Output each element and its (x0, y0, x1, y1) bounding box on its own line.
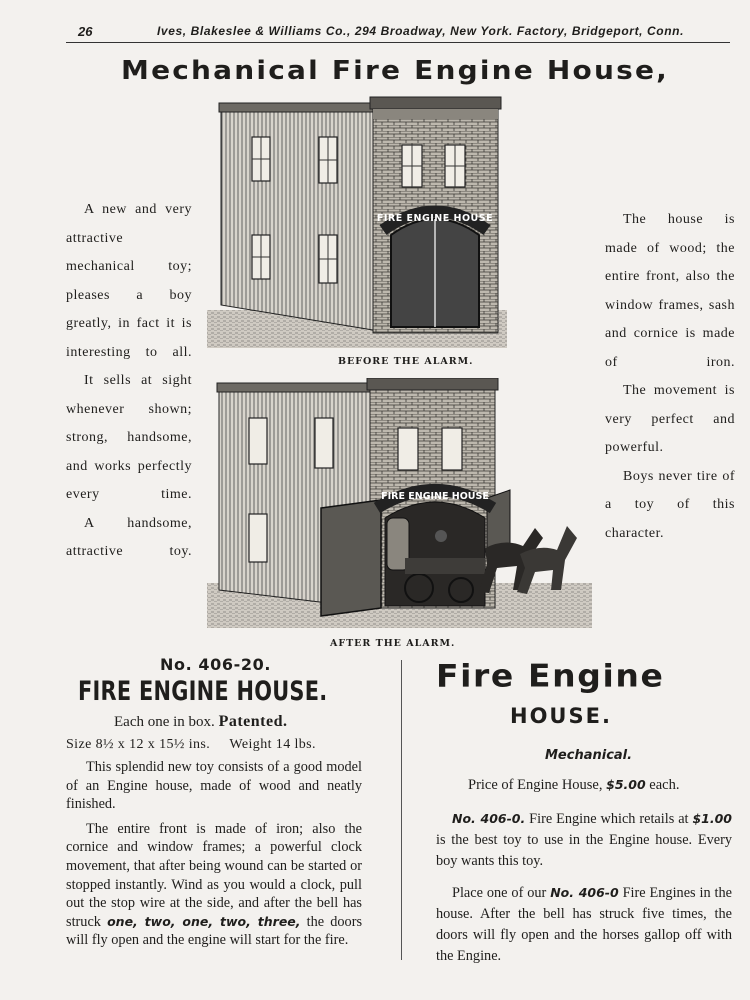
before-sign-text: FIRE ENGINE HOUSE (376, 213, 494, 224)
left-ad-box-line (114, 713, 288, 731)
publisher-header: Ives, Blakeslee & Williams Co., 294 Broadway, New York. Factory, Bridgeport, Conn. (157, 24, 685, 38)
price-suffix: each. (649, 777, 680, 793)
left-ad-size-line (66, 737, 316, 753)
left-ad-number: No. 406-20. (160, 655, 272, 674)
engine-house-after-illustration (205, 378, 600, 633)
right-ad-paragraph-1 (436, 808, 732, 872)
weight-text: Weight 14 lbs. (229, 737, 316, 752)
engine-house-before-illustration (205, 95, 510, 355)
p1-item-number: No. 406-0. (452, 811, 526, 826)
left-ad-body (66, 758, 362, 956)
left-ad-p2-start: The entire front is made of iron; also the cornice and window frames; a powerful clock movement, that after being wound can be started or stopped instantly. Wind as you would a clock, pull out the stop wire at the side, and after the bell has struck (66, 820, 362, 930)
left-paragraph-3: A handsome, attractive toy. (66, 515, 192, 559)
left-ad-title: FIRE ENGINE HOUSE. (78, 676, 328, 707)
p2-item-number: No. 406-0 (550, 885, 619, 900)
right-paragraph-3: Boys never tire of a toy of this character. (605, 468, 735, 541)
caption-after: AFTER THE ALARM. (330, 638, 456, 649)
p1-text-a: Fire Engine which retails at (529, 811, 689, 827)
price-text: Price of Engine House, (468, 777, 603, 793)
right-paragraph-2: The movement is very perfect and powerful. (605, 383, 735, 455)
box-text: Each one in box. (114, 714, 215, 730)
p1-text-b: is the best toy to use in the Engine house. Every boy wants this toy. (436, 832, 732, 869)
right-ad-price-line (468, 777, 679, 794)
size-text: Size 8½ x 12 x 15½ ins. (66, 737, 211, 752)
left-description-column (66, 196, 192, 567)
left-ad-paragraph-1: This splendid new toy consists of a good model of an Engine house, made of wood and neatly finished. (66, 759, 362, 813)
left-ad-paragraph-2 (66, 820, 362, 950)
left-ad-p2-emph: one, two, one, two, three, (107, 913, 301, 929)
caption-before: BEFORE THE ALARM. (338, 356, 474, 367)
right-ad-title-line-2: HOUSE. (510, 704, 612, 728)
column-divider (401, 660, 402, 960)
p1-price: $1.00 (692, 811, 732, 826)
page-number: 26 (78, 24, 93, 39)
p2-text-a: Place one of our (452, 885, 547, 901)
price-value: $5.00 (606, 777, 646, 792)
patented-label: Patented. (218, 713, 288, 730)
left-paragraph-2: It sells at sight whenever shown; strong, handsome, and works perfectly every time. (66, 373, 192, 502)
header-rule (66, 42, 730, 43)
right-description-column (605, 206, 735, 548)
right-ad-paragraph-2 (436, 882, 732, 967)
left-paragraph-1: A new and very attractive mechanical toy; pleases a boy greatly, in fact it is interesting to all. (66, 202, 192, 360)
right-paragraph-1: The house is made of wood; the entire front, also the window frames, sash and cornice is made of iron. (605, 212, 735, 370)
after-sign-text: FIRE ENGINE HOUSE (381, 491, 489, 502)
right-ad-subtitle: Mechanical. (545, 748, 633, 763)
right-ad-body (436, 808, 732, 977)
left-ad-p2-end: the doors will fly open and the engine will start for the fire. (66, 913, 363, 949)
right-ad-title-line-1: Fire Engine (436, 656, 665, 695)
page-title: Mechanical Fire Engine House, (121, 55, 669, 86)
p2-text-b: Fire Engines in the house. After the bell has struck five times, the doors will fly open and the horses gallop off with the Engine. (436, 885, 733, 964)
